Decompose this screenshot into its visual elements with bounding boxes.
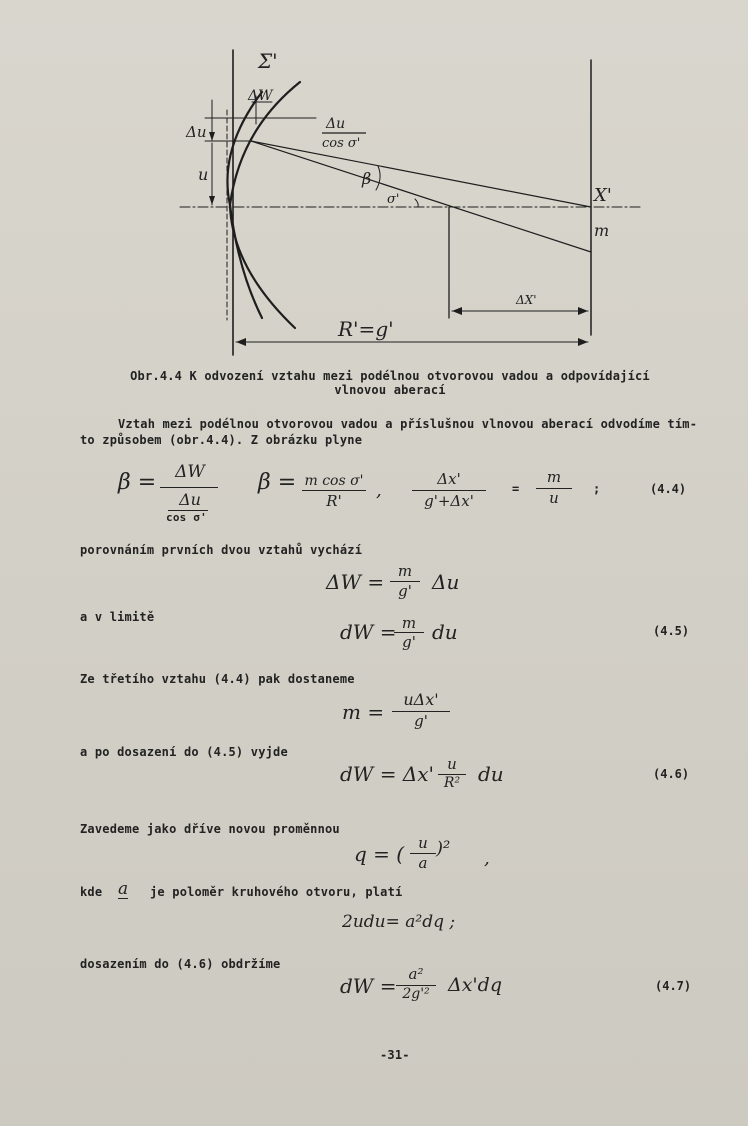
text-substitute: a po dosazení do (4.5) vyjde xyxy=(80,745,288,759)
eq46-rhs: du xyxy=(478,762,504,786)
eq44-frac-bar4 xyxy=(412,490,486,491)
eq-m-lhs: m = xyxy=(342,700,385,724)
eq-dw-lhs: ΔW = xyxy=(326,570,385,594)
eq-m-den: g' xyxy=(414,712,428,730)
eq44-number: (4.4) xyxy=(650,482,687,496)
delta-x-arrowhead-right xyxy=(578,307,588,315)
eq-q-rhs: )² xyxy=(436,838,451,859)
eq44-m: m xyxy=(546,468,562,486)
eq47-den: 2g'² xyxy=(402,986,430,1002)
label-u: u xyxy=(198,165,209,184)
eq44-u: u xyxy=(549,489,559,507)
eq-dw-rhs: Δu xyxy=(432,570,460,594)
eq47-number: (4.7) xyxy=(655,979,692,993)
eq45-lhs: dW = xyxy=(340,620,397,644)
beta-arc xyxy=(376,166,380,190)
eq47-num: a² xyxy=(408,965,424,983)
eq46-lhs: dW = Δx' xyxy=(340,762,435,786)
sigma-arc xyxy=(415,199,418,207)
text-where: kde xyxy=(80,885,103,899)
eq44-beta2: β = xyxy=(258,470,297,495)
page-number: -31- xyxy=(380,1048,410,1062)
wavefront-curve xyxy=(230,82,300,328)
eq-q-num: u xyxy=(418,834,428,852)
text-compare: porovnáním prvních dvou vztahů vychází xyxy=(80,543,363,557)
eq44-dw: ΔW xyxy=(175,462,205,482)
eq-q-lhs: q = ( xyxy=(354,842,405,866)
u-arrowhead xyxy=(209,196,215,205)
eq44-r: R' xyxy=(326,492,342,510)
eq44-eq: = xyxy=(512,482,520,496)
label-delta-u: Δu xyxy=(186,123,207,141)
eq44-dx: Δx' xyxy=(437,470,461,488)
label-r-eq-g: R'=g' xyxy=(338,317,394,341)
text-introduce: Zavedeme jako dříve novou proměnnou xyxy=(80,822,340,836)
eq44-mcos: m cos σ' xyxy=(304,473,364,489)
label-delta-w: ΔW xyxy=(248,88,273,104)
eq44-comma1: , xyxy=(376,480,382,501)
eq44-frac-bar3 xyxy=(302,490,366,491)
eq45-num: m xyxy=(401,614,417,632)
eq-dw-den: g' xyxy=(398,582,412,600)
eq47-rhs: Δx'dq xyxy=(448,974,502,996)
text-where-rest: je poloměr kruhového otvoru, platí xyxy=(150,885,403,899)
text-third: Ze třetího vztahu (4.4) pak dostaneme xyxy=(80,672,355,686)
intro-line1: Vztah mezi podélnou otvorovou vadou a příslušnou vlnovou aberací odvodíme tím- xyxy=(118,417,698,431)
label-cos-den: cos σ' xyxy=(322,136,361,151)
eq-q-den: a xyxy=(418,854,428,872)
eq44-beta1: β = xyxy=(118,470,157,495)
eq45-rhs: du xyxy=(432,620,458,644)
figure-4-4 xyxy=(0,0,748,370)
eq44-du: Δu xyxy=(179,490,201,509)
eq-m-num: uΔx' xyxy=(403,690,439,709)
label-x-prime: X' xyxy=(594,185,612,206)
eq44-frac-bar1 xyxy=(160,487,218,488)
intro-line2: to způsobem (obr.4.4). Z obrázku plyne xyxy=(80,433,363,447)
eq45-number: (4.5) xyxy=(653,624,690,638)
du-arrowhead xyxy=(209,132,215,141)
r-arrowhead-left xyxy=(236,338,246,346)
label-delta-u-num: Δu xyxy=(326,116,346,132)
eq44-gdx: g'+Δx' xyxy=(424,492,474,510)
label-beta: β xyxy=(362,169,372,188)
delta-x-arrowhead-left xyxy=(452,307,462,315)
label-sigma-prime: Σ' xyxy=(258,49,278,73)
figure-caption-line1: Obr.4.4 K odvození vztahu mezi podélnou otvorovou vadou a odpovídající xyxy=(130,369,650,383)
label-sigma-angle: σ' xyxy=(387,192,400,207)
eq44-semicolon: ; xyxy=(593,482,601,496)
eq46-den: R² xyxy=(443,775,461,791)
eq46-num: u xyxy=(447,755,457,773)
eq-dw-num: m xyxy=(397,562,413,580)
eq-q-comma: , xyxy=(484,848,490,869)
eq45-den: g' xyxy=(402,633,416,651)
eq46-number: (4.6) xyxy=(653,767,690,781)
text-where-a: a xyxy=(118,879,129,899)
figure-caption-line2: vlnovou aberací xyxy=(334,383,446,397)
label-m: m xyxy=(594,221,610,240)
eq44-cos: cos σ' xyxy=(166,511,207,524)
eq47-lhs: dW = xyxy=(340,974,397,998)
text-limit: a v limitě xyxy=(80,610,155,624)
label-delta-x-prime: ΔX' xyxy=(516,293,537,307)
r-arrowhead-right xyxy=(578,338,588,346)
text-obtain: dosazením do (4.6) obdržíme xyxy=(80,957,281,971)
eq-2udu: 2udu= a²dq ; xyxy=(342,912,456,932)
